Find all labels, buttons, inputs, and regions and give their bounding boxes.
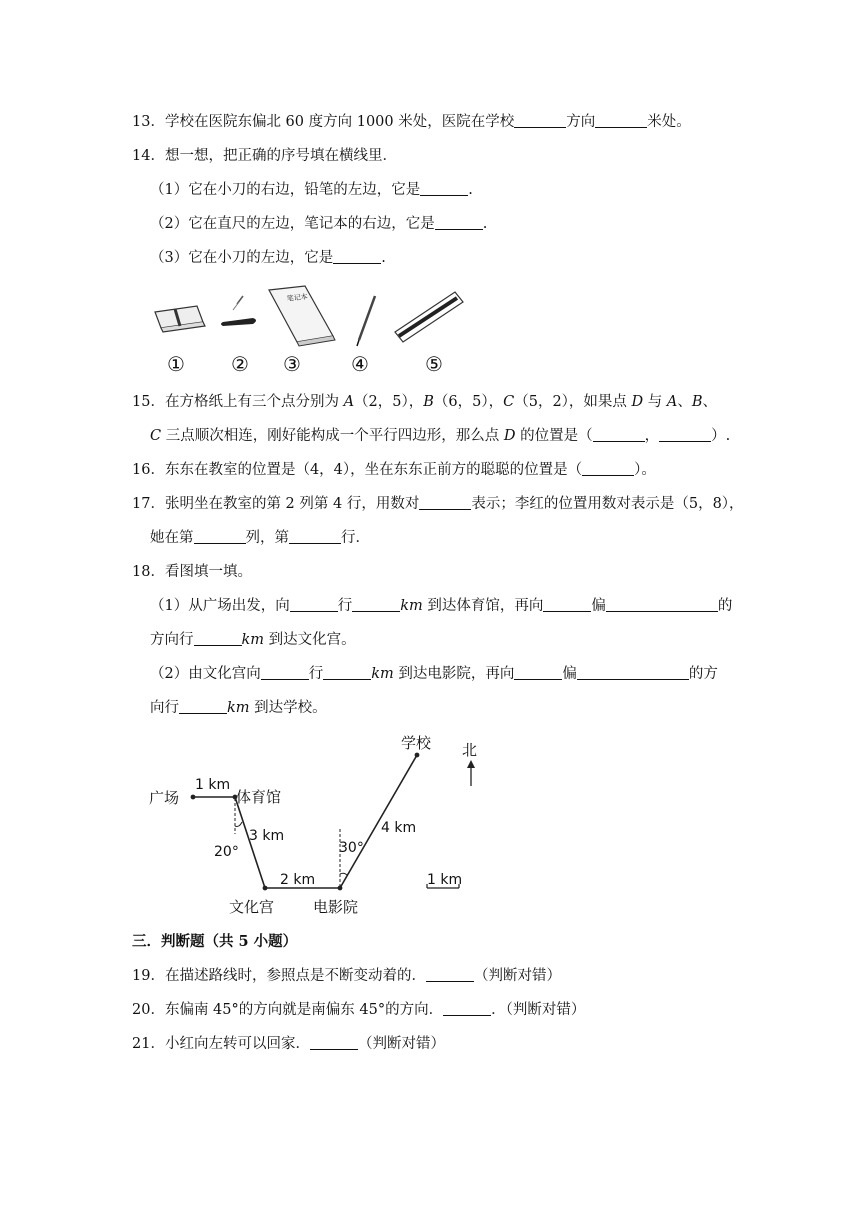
- question-14-part-1: [150, 180, 473, 200]
- question-text: 向行: [150, 700, 179, 716]
- question-text: （1）从广场出发，向: [150, 598, 290, 614]
- label-culture: 文化宫: [229, 898, 275, 916]
- question-18: [132, 562, 252, 582]
- question-text: （判断对错）: [473, 968, 561, 984]
- label-1: ①: [167, 352, 185, 376]
- question-text: 的: [717, 598, 733, 614]
- unit-km: km: [241, 632, 265, 648]
- separator: ，: [644, 428, 660, 444]
- question-18-part-1: [150, 596, 732, 616]
- stationery-figure: [145, 282, 475, 382]
- answer-blank[interactable]: [582, 461, 634, 476]
- question-text: 学校在医院东偏北 60 度方向 1000 米处，医院在学校: [164, 114, 515, 130]
- question-text: （5，2），如果点: [514, 394, 632, 410]
- question-14: [132, 146, 397, 166]
- label-square: 广场: [149, 789, 180, 807]
- answer-blank[interactable]: [593, 427, 645, 442]
- question-text: 偏: [591, 598, 606, 614]
- point-b: B: [691, 394, 703, 410]
- unit-km: km: [400, 598, 423, 614]
- answer-blank[interactable]: [290, 597, 338, 612]
- point-b: B: [423, 394, 434, 410]
- point-cinema: [338, 886, 343, 891]
- notebook-icon: [269, 286, 335, 346]
- ruler-icon: [395, 292, 463, 342]
- point-a: A: [343, 394, 355, 410]
- question-text: 方向: [566, 114, 596, 130]
- question-text: 行: [337, 598, 353, 614]
- angle-arc-cinema: [340, 873, 347, 875]
- answer-blank[interactable]: [443, 1001, 491, 1016]
- section-heading: [132, 932, 297, 952]
- answer-blank[interactable]: [426, 967, 474, 982]
- point-c: C: [503, 394, 515, 410]
- question-text: 与: [643, 394, 667, 410]
- question-number: 14．: [132, 148, 165, 164]
- answer-blank[interactable]: [261, 665, 309, 680]
- question-15-line-2: [150, 426, 730, 446]
- unit-km: km: [227, 700, 250, 716]
- question-text: 行: [308, 666, 324, 682]
- route-map: [145, 728, 485, 918]
- question-18-part-1-line-2: [150, 630, 356, 650]
- distance-2: 3 km: [249, 828, 285, 844]
- answer-blank[interactable]: [543, 597, 591, 612]
- period: .: [482, 216, 488, 232]
- separator: 、: [702, 394, 718, 410]
- answer-blank[interactable]: [514, 665, 562, 680]
- distance-4: 4 km: [381, 820, 417, 836]
- question-text: 到达学校。: [249, 700, 327, 716]
- point-square: [191, 795, 196, 800]
- question-text: （2）由文化宫向: [150, 666, 261, 682]
- question-number: 16．: [132, 462, 165, 478]
- angle-1: 20°: [214, 844, 239, 860]
- question-number: 17．: [132, 496, 165, 512]
- question-text: （3）它在小刀的左边，它是: [150, 250, 334, 266]
- answer-blank[interactable]: [435, 215, 483, 230]
- question-text: 到达文化宫。: [264, 632, 356, 648]
- question-13: [132, 112, 691, 132]
- question-21: [132, 1034, 445, 1054]
- question-text: 偏: [562, 666, 577, 682]
- question-text: （2，5），: [354, 394, 424, 410]
- distance-1: 1 km: [195, 777, 231, 793]
- question-text: （1）它在小刀的右边，铅笔的左边，它是: [150, 182, 421, 198]
- question-17: [132, 494, 744, 514]
- angle-2: 30°: [339, 840, 364, 856]
- distance-3: 2 km: [280, 872, 316, 888]
- question-text: （判断对错）: [357, 1036, 445, 1052]
- answer-blank[interactable]: [194, 631, 242, 646]
- point-a: A: [666, 394, 678, 410]
- question-number: 20．: [132, 1002, 165, 1018]
- pencil-icon: [357, 296, 375, 346]
- answer-blank[interactable]: [595, 113, 647, 128]
- question-17-line-2: [150, 528, 370, 548]
- label-2: ②: [231, 352, 249, 376]
- question-number: 18．: [132, 564, 165, 580]
- question-text: 三点顺次相连，刚好能构成一个平行四边形，那么点: [161, 428, 504, 444]
- question-text: ）。: [634, 462, 656, 478]
- question-14-part-3: [150, 248, 386, 268]
- angle-arc-gym: [235, 822, 242, 827]
- question-text: 小红向左转可以回家．: [164, 1036, 310, 1052]
- answer-blank[interactable]: [352, 597, 400, 612]
- label-gym: 体育馆: [236, 788, 282, 806]
- answer-blank[interactable]: [310, 1035, 358, 1050]
- question-text: 在方格纸上有三个点分别为: [164, 394, 344, 410]
- question-text: ．（判断对错）: [491, 1002, 586, 1018]
- answer-blank[interactable]: [606, 597, 718, 612]
- question-16: [132, 460, 656, 480]
- point-d: D: [631, 394, 644, 410]
- question-text: 想一想，把正确的序号填在横线里．: [164, 148, 397, 164]
- question-number: 15．: [132, 394, 165, 410]
- question-text: 的方: [688, 666, 718, 682]
- answer-blank[interactable]: [514, 113, 566, 128]
- question-text: 方向行: [150, 632, 194, 648]
- question-text: 在描述路线时，参照点是不断变动着的．: [164, 968, 426, 984]
- section-title: 三．判断题（共 5 小题）: [132, 933, 298, 950]
- answer-blank[interactable]: [289, 529, 341, 544]
- question-18-part-2: [150, 664, 718, 684]
- question-text: 到达电影院，再向: [393, 666, 515, 682]
- point-c: C: [150, 428, 162, 444]
- question-text: 东东在教室的位置是（4，4），坐在东东正前方的聪聪的位置是（: [164, 462, 583, 478]
- question-text: 米处。: [647, 114, 691, 130]
- question-14-part-2: [150, 214, 487, 234]
- knife-icon: [221, 296, 256, 326]
- notebook-label: 笔记本: [286, 292, 309, 303]
- label-5: ⑤: [425, 352, 443, 376]
- north-label: 北: [462, 741, 478, 759]
- question-text: 张明坐在教室的第 2 列第 4 行，用数对: [164, 496, 420, 512]
- answer-blank[interactable]: [419, 495, 471, 510]
- point-school: [415, 753, 420, 758]
- question-number: 19．: [132, 968, 165, 984]
- scale-bar: [427, 872, 462, 888]
- answer-blank[interactable]: [577, 665, 689, 680]
- answer-blank[interactable]: [333, 249, 381, 264]
- label-4: ④: [351, 352, 369, 376]
- question-text: 东偏南 45°的方向就是南偏东 45°的方向．: [164, 1002, 444, 1018]
- separator: 、: [677, 394, 692, 410]
- answer-blank[interactable]: [323, 665, 371, 680]
- answer-blank[interactable]: [179, 699, 227, 714]
- question-20: [132, 1000, 585, 1020]
- question-text: 她在第: [150, 530, 194, 546]
- unit-km: km: [371, 666, 394, 682]
- period: .: [381, 250, 386, 266]
- question-text: 的位置是（: [515, 428, 593, 444]
- period: .: [468, 182, 473, 198]
- point-d: D: [503, 428, 516, 444]
- question-text: 看图填一填。: [164, 564, 252, 580]
- question-19: [132, 966, 561, 986]
- question-number: 21．: [132, 1036, 165, 1052]
- question-text: （2）它在直尺的左边，笔记本的右边，它是: [150, 216, 435, 232]
- answer-blank[interactable]: [194, 529, 246, 544]
- eraser-icon: [155, 306, 205, 332]
- north-arrow-icon: [462, 741, 477, 786]
- label-cinema: 电影院: [313, 898, 359, 916]
- question-text: 到达体育馆，再向: [422, 598, 544, 614]
- point-culture: [263, 886, 268, 891]
- answer-blank[interactable]: [659, 427, 711, 442]
- question-text: 行．: [341, 530, 370, 546]
- question-text: 列，第: [245, 530, 289, 546]
- scale-label: 1 km: [427, 872, 463, 888]
- question-15: [132, 392, 717, 412]
- question-number: 13．: [132, 114, 165, 130]
- question-text: 表示；李红的位置用数对表示是（5，8），: [471, 496, 744, 512]
- answer-blank[interactable]: [420, 181, 468, 196]
- question-text: ）.: [711, 428, 731, 444]
- label-school: 学校: [401, 734, 432, 752]
- label-3: ③: [283, 352, 301, 376]
- question-text: （6，5），: [433, 394, 504, 410]
- question-18-part-2-line-2: [150, 698, 327, 718]
